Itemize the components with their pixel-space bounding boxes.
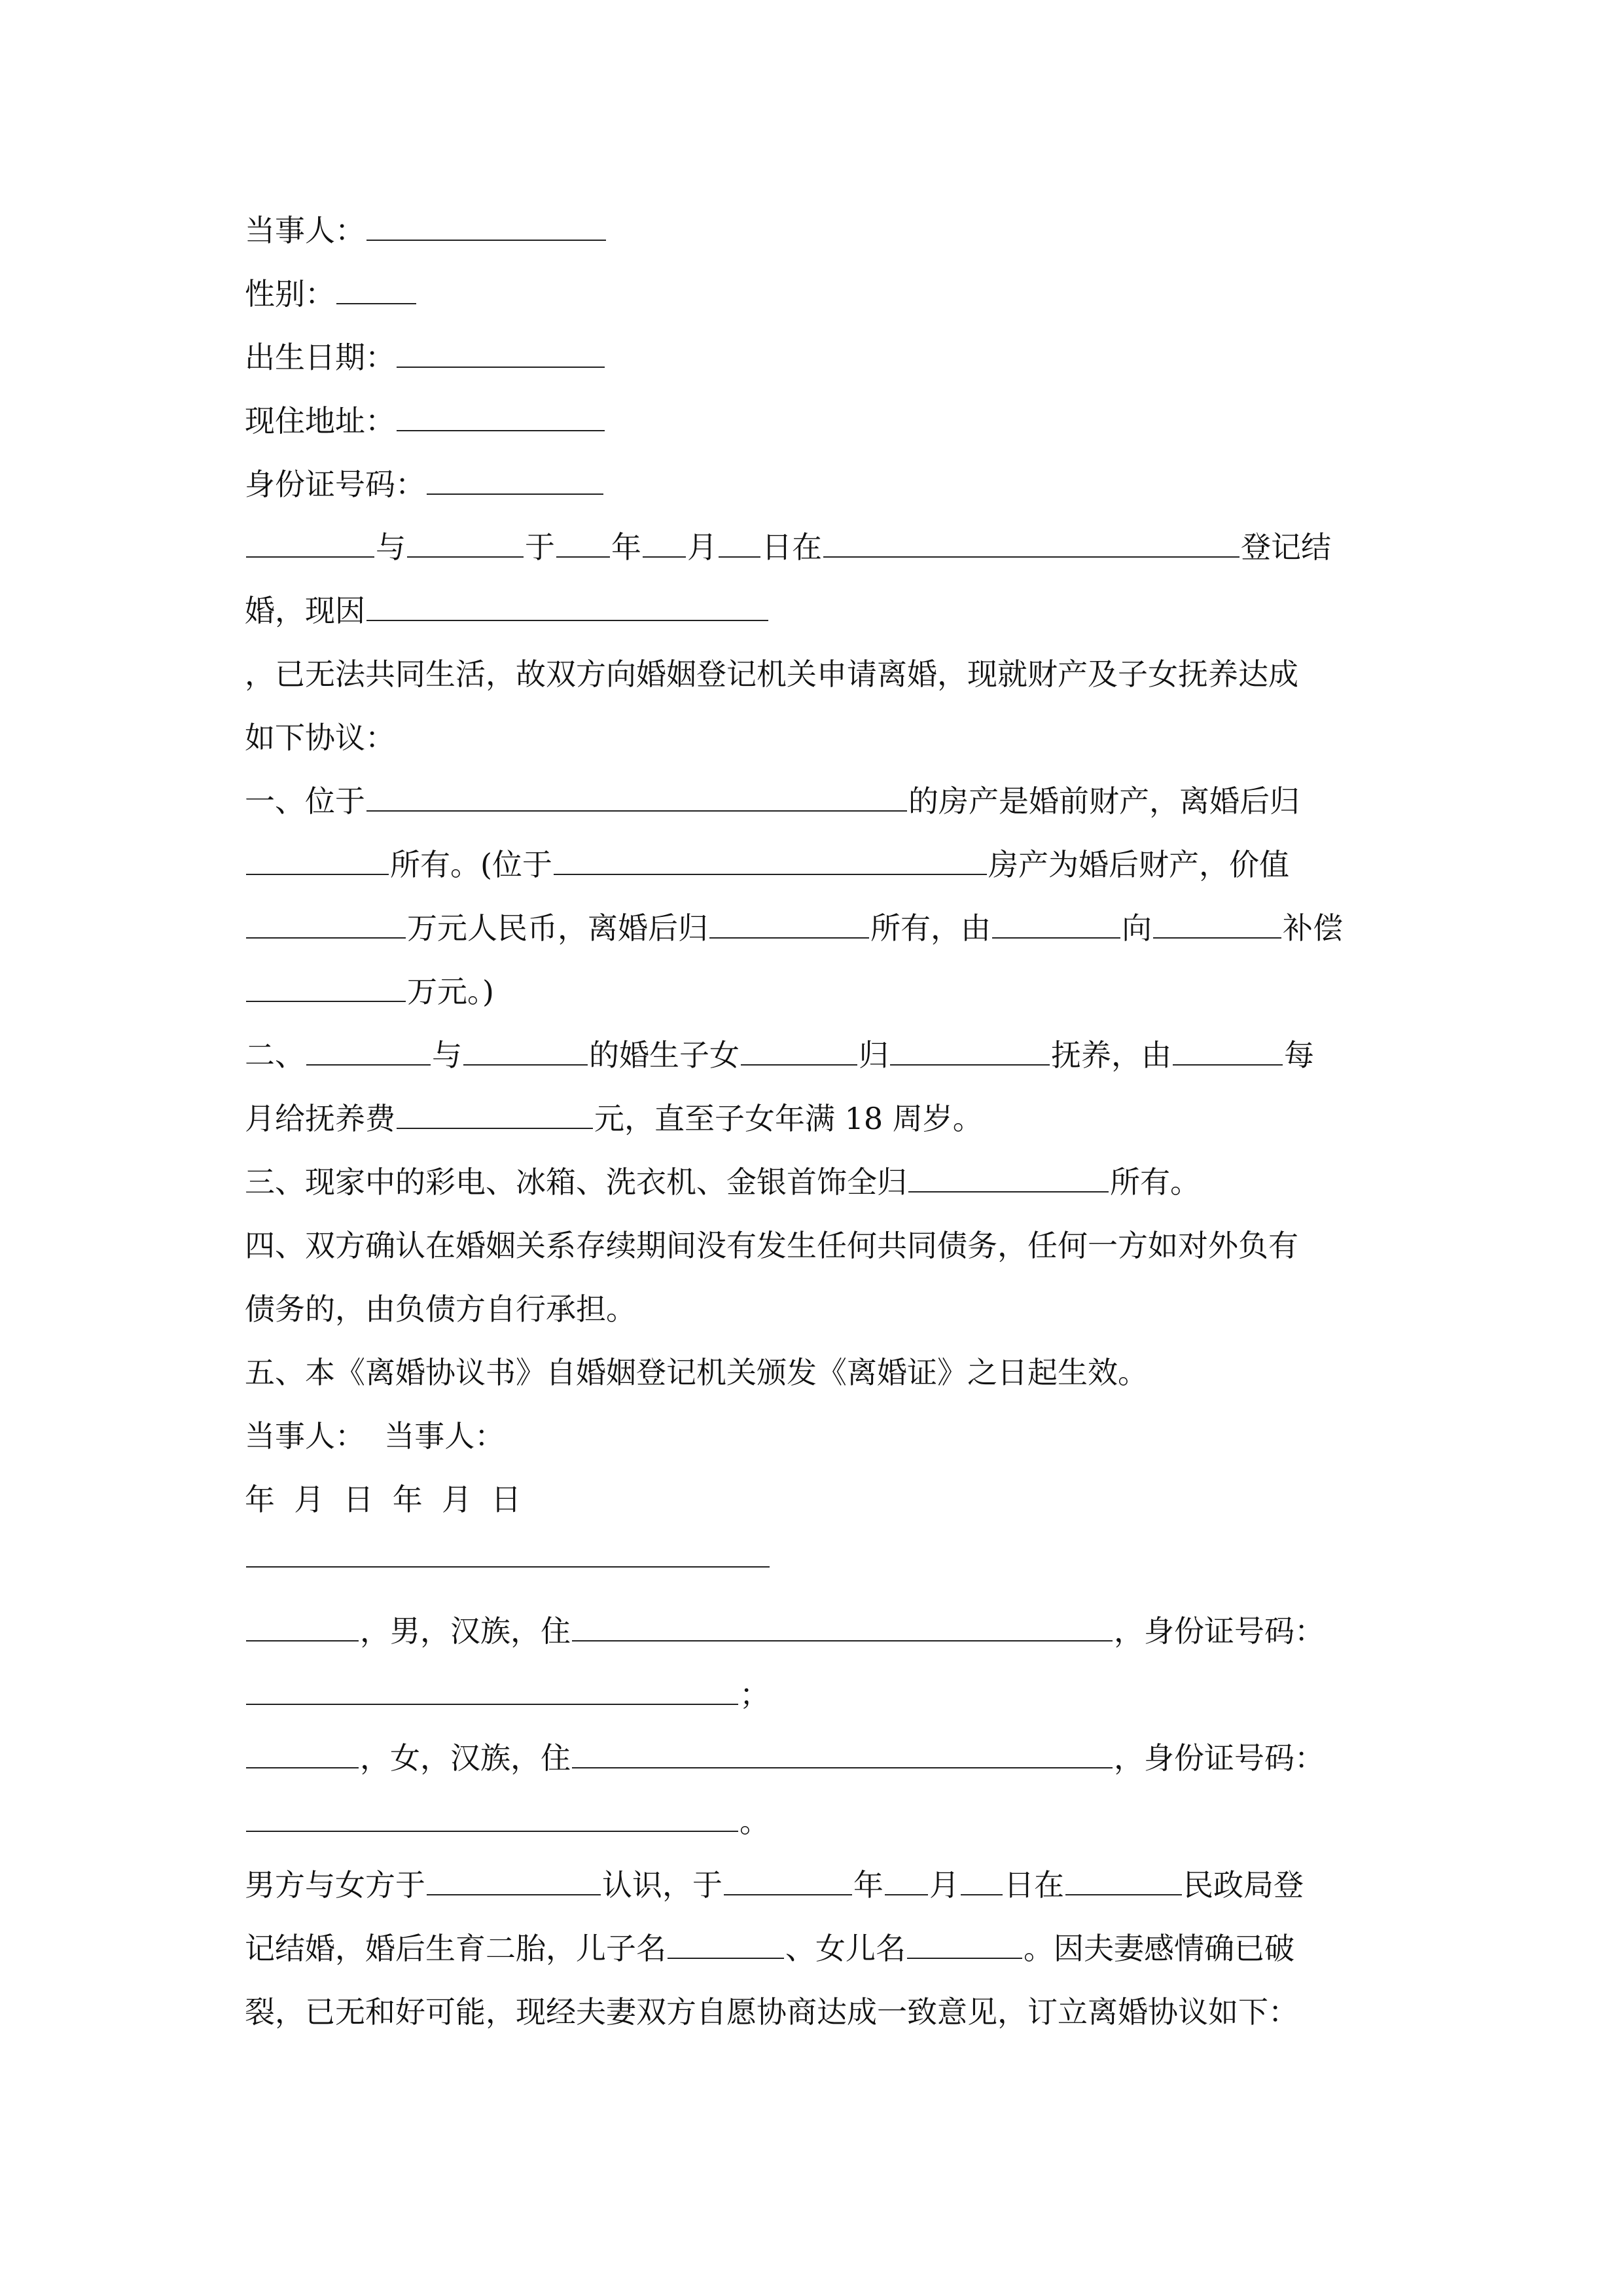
- clause-text: 一、位于: [245, 783, 365, 819]
- clause-text: 所有。(位于: [390, 847, 552, 882]
- clause-text: 补偿: [1283, 910, 1343, 946]
- husband-id-line: [245, 1675, 770, 1714]
- clause-text: 抚养，由: [1051, 1037, 1171, 1073]
- wife-line: [245, 1738, 1325, 1778]
- history-text: 月: [929, 1867, 959, 1903]
- with-text: 与: [376, 529, 406, 565]
- reason-label: 婚，现因: [245, 593, 365, 628]
- history-text: 认识，于: [602, 1867, 722, 1903]
- day-blank[interactable]: [719, 531, 760, 558]
- wife-id-blank[interactable]: [246, 1806, 738, 1832]
- parent-a-blank[interactable]: [306, 1039, 431, 1066]
- husband-address-blank[interactable]: [572, 1615, 1113, 1641]
- history-text: 日在: [1004, 1867, 1064, 1903]
- children-text: 。因夫妻感情确已破: [1024, 1931, 1294, 1966]
- children-text: 、女儿名: [785, 1931, 906, 1966]
- son-name-blank[interactable]: [668, 1933, 784, 1959]
- wife-address-blank[interactable]: [572, 1742, 1113, 1768]
- wedding-day-blank[interactable]: [961, 1869, 1003, 1895]
- clause-2-line: [245, 1099, 983, 1138]
- children-line: [245, 1929, 1294, 1968]
- paragraph-line: ，已无法共同生活，故双方向婚姻登记机关申请离婚，现就财产及子女抚养达成: [245, 656, 1298, 692]
- party-line: [245, 211, 607, 250]
- support-amount-blank[interactable]: [397, 1103, 593, 1129]
- gender-label: 性别：: [245, 276, 335, 312]
- party-b-blank[interactable]: [407, 531, 524, 558]
- value-blank[interactable]: [246, 912, 406, 939]
- history-text: 民政局登: [1183, 1867, 1304, 1903]
- marriage-registration-line: [245, 528, 1331, 567]
- history-text: 男方与女方于: [245, 1867, 425, 1903]
- gender-line: [245, 274, 418, 314]
- clause-text: 万元。): [407, 974, 494, 1009]
- clause-text: 房产为婚后财产，价值: [988, 847, 1289, 882]
- history-text: 年: [853, 1867, 883, 1903]
- month-text: 月: [687, 529, 717, 565]
- semicolon: ；: [740, 1677, 770, 1712]
- owner-blank[interactable]: [246, 849, 389, 875]
- child-blank[interactable]: [741, 1039, 857, 1066]
- wife-id-label: ，身份证号码：: [1114, 1740, 1325, 1776]
- husband-id-blank[interactable]: [246, 1679, 738, 1705]
- clause-text: 向: [1122, 910, 1152, 946]
- wedding-year-blank[interactable]: [724, 1869, 852, 1895]
- clause-text: 的婚生子女: [589, 1037, 740, 1073]
- clause-4-line: 债务的，由负债方自行承担。: [245, 1291, 636, 1327]
- address-label: 现住地址：: [245, 403, 395, 439]
- clause-5-line: 五、本《离婚协议书》自婚姻登记机关颁发《离婚证》之日起生效。: [245, 1355, 1148, 1390]
- reason-line: [245, 591, 770, 630]
- id-number-label: 身份证号码：: [245, 467, 425, 502]
- daughter-name-blank[interactable]: [907, 1933, 1022, 1959]
- birthdate-label: 出生日期：: [245, 340, 395, 375]
- registry-blank[interactable]: [823, 531, 1240, 558]
- clause-text: 月给抚养费: [245, 1101, 395, 1136]
- parent-b-blank[interactable]: [463, 1039, 588, 1066]
- clause-1-line: [245, 972, 494, 1011]
- address-blank[interactable]: [397, 405, 605, 431]
- birthdate-line: [245, 338, 606, 377]
- signature-line: 当事人： 当事人：: [245, 1418, 505, 1454]
- clause-text: 二、: [245, 1037, 305, 1073]
- compensation-blank[interactable]: [246, 976, 406, 1002]
- date-line: 年 月 日 年 月 日: [245, 1482, 522, 1517]
- clause-1-line: [245, 908, 1343, 948]
- clause-text: 元，直至子女年满 18 周岁。: [594, 1101, 983, 1136]
- wife-id-line: [245, 1802, 770, 1841]
- wife-text: ，女，汉族，住: [360, 1740, 571, 1776]
- clause-1-line: [245, 845, 1289, 884]
- clause-4-line: 四、双方确认在婚姻关系存续期间没有发生任何共同债务，任何一方如对外负有: [245, 1228, 1298, 1263]
- clause-text: 三、现家中的彩电、冰箱、洗衣机、金银首饰全归: [245, 1164, 907, 1200]
- husband-id-label: ，身份证号码：: [1114, 1613, 1325, 1649]
- gender-blank[interactable]: [336, 278, 416, 304]
- clause-text: 每: [1284, 1037, 1314, 1073]
- register-text: 登记结: [1241, 529, 1331, 565]
- clause-text: 与: [432, 1037, 462, 1073]
- birthdate-blank[interactable]: [397, 342, 605, 368]
- husband-line: [245, 1611, 1325, 1651]
- period: 。: [740, 1804, 770, 1839]
- wedding-month-blank[interactable]: [885, 1869, 928, 1895]
- husband-name-blank[interactable]: [246, 1615, 359, 1641]
- clause-2-line: [245, 1035, 1314, 1075]
- party-blank[interactable]: [366, 215, 606, 241]
- wife-name-blank[interactable]: [246, 1742, 359, 1768]
- payer-blank[interactable]: [992, 912, 1120, 939]
- bureau-blank[interactable]: [1065, 1869, 1182, 1895]
- marital-property-blank[interactable]: [554, 849, 987, 875]
- paragraph-line: 如下协议：: [245, 720, 395, 755]
- owner-blank[interactable]: [709, 912, 869, 939]
- clause-text: 万元人民币，离婚后归: [407, 910, 708, 946]
- year-blank[interactable]: [556, 531, 610, 558]
- children-text: 记结婚，婚后生育二胎，儿子名: [245, 1931, 666, 1966]
- clause-text: 所有，由: [870, 910, 991, 946]
- year-text: 年: [611, 529, 641, 565]
- marriage-history-line: [245, 1865, 1304, 1905]
- reason-blank[interactable]: [366, 595, 768, 621]
- address-line: [245, 401, 606, 440]
- party-label: 当事人：: [245, 213, 365, 248]
- custodian-blank[interactable]: [890, 1039, 1050, 1066]
- payee-blank[interactable]: [1153, 912, 1281, 939]
- id-number-line: [245, 465, 605, 504]
- clause-text: 归: [859, 1037, 889, 1073]
- husband-text: ，男，汉族，住: [360, 1613, 571, 1649]
- property-location-blank[interactable]: [366, 785, 907, 812]
- at-text: 于: [525, 529, 555, 565]
- party-a-blank[interactable]: [246, 531, 374, 558]
- id-number-blank[interactable]: [427, 469, 603, 495]
- clause-1-line: [245, 781, 1300, 821]
- section-divider: [246, 1566, 770, 1568]
- items-owner-blank[interactable]: [908, 1166, 1109, 1193]
- clause-text: 所有。: [1110, 1164, 1200, 1200]
- month-blank[interactable]: [643, 531, 686, 558]
- met-date-blank[interactable]: [427, 1869, 601, 1895]
- support-payer-blank[interactable]: [1173, 1039, 1283, 1066]
- paragraph-line: 裂，已无和好可能，现经夫妻双方自愿协商达成一致意见，订立离婚协议如下：: [245, 1994, 1298, 2030]
- clause-3-line: [245, 1162, 1200, 1202]
- day-at-text: 日在: [762, 529, 822, 565]
- clause-text: 的房产是婚前财产，离婚后归: [908, 783, 1300, 819]
